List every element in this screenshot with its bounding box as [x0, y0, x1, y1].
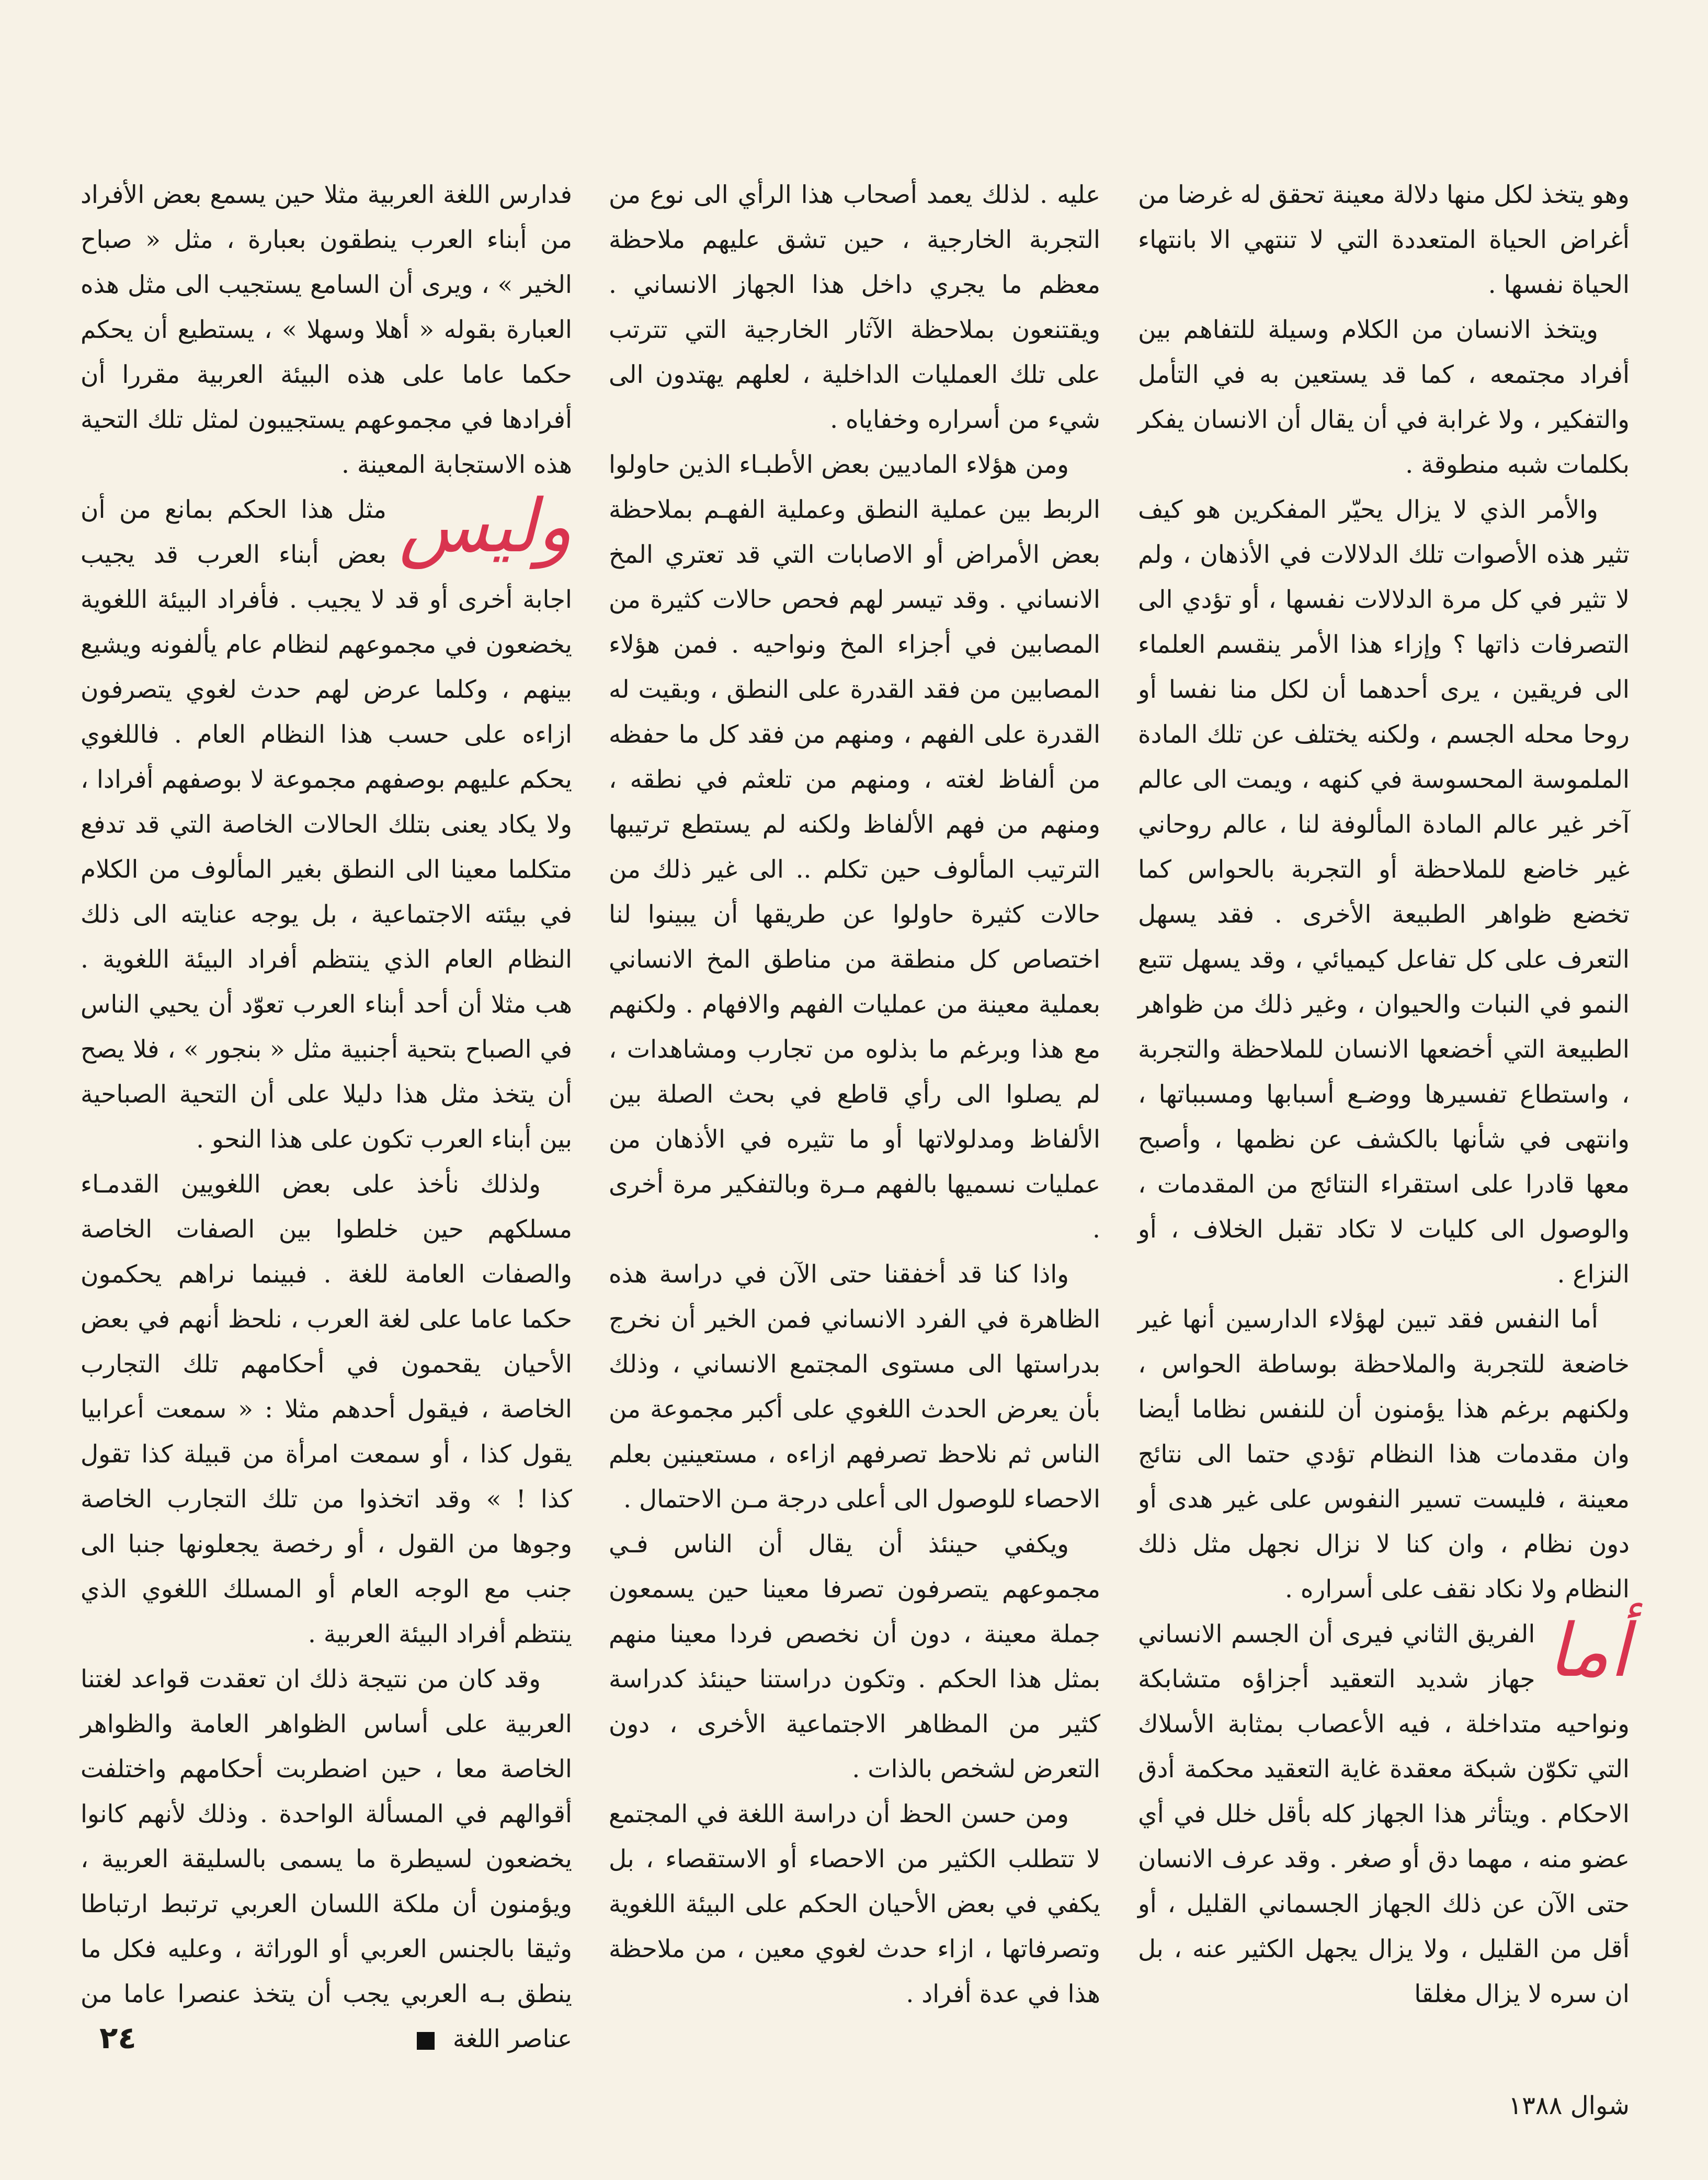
dropcap-paragraph [1138, 1608, 1630, 2017]
paragraph: فدارس اللغة العربية مثلا حين يسمع بعض الأفراد من أبناء العرب ينطقون بعبارة ، مثل « صباح الخير » ، ويرى أن السامع يستجيب الى مثل هذه العبارة بقوله « أهلا وسهلا » ، يستطيع أن يحكم حكما عاما على هذه البيئة العربية مقررا أن أفرادها في مجموعهم يستجيبون لمثل تلك التحية هذه الاستجابة المعينة . [81, 180, 572, 479]
paragraph: عليه . لذلك يعمد أصحاب هذا الرأي الى نوع من التجربة الخارجية ، حين تشق عليهم ملاحظة معظم ما يجري داخل هذا الجهاز الانساني . ويقتنعون بملاحظة الآثار الخارجية التي تترتب على تلك العمليات الداخلية ، لعلهم يهتدون الى شيء من أسراره وخفاياه . [609, 180, 1100, 434]
dropcap-paragraph [81, 484, 572, 1162]
issue-date: شوال ١٣٨٨ [1508, 2091, 1630, 2120]
end-mark-icon [417, 2032, 435, 2050]
dropcap: أما [1547, 1608, 1630, 1694]
paragraph-text: وقد كان من نتيجة ذلك ان تعقدت قواعد لغتنا العربية على أساس الظواهر العامة والظواهر الخاصة معا ، حين اضطربت أحكامهم واختلفت أقوالهم في المسألة الواحدة . وذلك لأنهم كانوا يخضعون لسيطرة ما يسمى بالسليقة العربية ، ويؤمنون أن ملكة اللسان العربي ترتبط ارتباطا وثيقا بالجنس العربي أو الوراثة ، وعليه فكل ما ينطق بـه العربي يجب أن يتخذ عنصرا عاما من عناصر اللغة [81, 1665, 572, 2053]
paragraph: ولذلك نأخذ على بعض اللغويين القدمـاء مسلكهم حين خلطوا بين الصفات الخاصة والصفات العامة للغة . فبينما نراهم يحكمون حكما عاما على لغة العرب ، نلحظ أنهم في بعض الأحيان يقحمون في أحكامهم تلك التجارب الخاصة ، فيقول أحدهم مثلا : « سمعت أعرابيا يقول كذا ، أو سمعت امرأة من قبيلة كذا تقول كذا ! » وقد اتخذوا من تلك التجارب الخاصة وجوها من القول ، أو رخصة يجعلونها جنبا الى جنب مع الوجه العام أو المسلك اللغوي الذي ينتظم أفراد البيئة العربية . [81, 1170, 572, 1649]
column-middle [609, 173, 1100, 2008]
paragraph: واذا كنا قد أخفقنا حتى الآن في دراسة هذه الظاهرة في الفرد الانساني فمن الخير أن نخرج بدراستها الى مستوى المجتمع الانساني ، وذلك بأن يعرض الحدث اللغوي على أكبر مجموعة من الناس ثم نلاحظ تصرفهم ازاءه ، مستعينين بعلم الاحصاء للوصول الى أعلى درجة مـن الاحتمال . [609, 1260, 1100, 1514]
dropcap-paragraph-text: مثل هذا الحكم بمانع من أن بعض أبناء العرب قد يجيب اجابة أخرى أو قد لا يجيب . فأفراد البيئة اللغوية يخضعون في مجموعهم لنظام عام يألفونه ويشيع بينهم ، وكلما عرض لهم حدث لغوي يتصرفون ازاءه على حسب هذا النظام العام . فاللغوي يحكم عليهم بوصفهم مجموعة لا بوصفهم أفرادا ، ولا يكاد يعنى بتلك الحالات الخاصة التي قد تدفع متكلما معينا الى النطق بغير المألوف من الكلام في بيئته الاجتماعية ، بل يوجه عنايته الى ذلك النظام العام الذي ينتظم أفراد البيئة اللغوية . هب مثلا أن أحد أبناء العرب تعوّد أن يحيي الناس في الصباح بتحية أجنبية مثل « بنجور » ، فلا يصح أن يتخذ مثل هذا دليلا على أن التحية الصباحية بين أبناء العرب تكون على هذا النحو . [81, 495, 572, 1154]
page-number: ٢٤ [99, 2020, 136, 2056]
dropcap-paragraph-text: الفريق الثاني فيرى أن الجسم الانساني جهاز شديد التعقيد أجزاؤه متشابكة ونواحيه متداخلة ، فيه الأعصاب بمثابة الأسلاك التي تكوّن شبكة معقدة غاية التعقيد محكمة أدق الاحكام . ويتأثر هذا الجهاز كله بأقل خلل في أي عضو منه ، مهما دق أو صغر . وقد عرف الانسان حتى الآن عن ذلك الجهاز الجسماني القليل ، أو أقل من القليل ، ولا يزال يجهل الكثير عنه ، بل ان سره لا يزال مغلقا [1138, 1620, 1630, 2008]
paragraph: وهو يتخذ لكل منها دلالة معينة تحقق له غرضا من أغراض الحياة المتعددة التي لا تنتهي الا بانتهاء الحياة نفسها . [1138, 180, 1630, 299]
paragraph: ومن هؤلاء الماديين بعض الأطبـاء الذين حاولوا الربط بين عملية النطق وعملية الفهـم بملاحظة بعض الأمراض أو الاصابات التي قد تعتري المخ الانساني . وقد تيسر لهم فحص حالات كثيرة من المصابين في أجزاء المخ ونواحيه . فمن هؤلاء المصابين من فقد القدرة على النطق ، وبقيت له القدرة على الفهم ، ومنهم من فقد كل ما حفظه من ألفاظ لغته ، ومنهم من تلعثم في نطقه ، ومنهم من فهم الألفاظ ولكنه لم يستطع ترتيبها الترتيب المألوف حين تكلم .. الى غير ذلك من حالات كثيرة حاولوا عن طريقها أن يبينوا لنا اختصاص كل منطقة من مناطق المخ الانساني بعملية معينة من عمليات الفهم والافهام . ولكنهم مع هذا وبرغم ما بذلوه من تجارب ومشاهدات ، لم يصلوا الى رأي قاطع في بحث الصلة بين الألفاظ ومدلولاتها أو ما تثيره في الأذهان من عمليات نسميها بالفهم مـرة وبالتفكير مرة أخرى . [609, 450, 1100, 1244]
paragraph [81, 1657, 572, 2062]
paragraph: ويتخذ الانسان من الكلام وسيلة للتفاهم بين أفراد مجتمعه ، كما قد يستعين به في التأمل والتفكير ، ولا غرابة في أن يقال أن الانسان يفكر بكلمات شبه منطوقة . [1138, 315, 1630, 479]
paragraph: أما النفس فقد تبين لهؤلاء الدارسين أنها غير خاضعة للتجربة والملاحظة بوساطة الحواس ، ولكنهم برغم هذا يؤمنون أن للنفس نظاما أيضا وان مقدمات هذا النظام تؤدي حتما الى نتائج معينة ، فليست تسير النفوس على غير هدى أو دون نظام ، وان كنا لا نزال نجهل مثل ذلك النظام ولا نكاد نقف على أسراره . [1138, 1305, 1630, 1604]
paragraph: والأمر الذي لا يزال يحيّر المفكرين هو كيف تثير هذه الأصوات تلك الدلالات في الأذهان ، ولم لا تثير في كل مرة الدلالات نفسها ، أو تؤدي الى التصرفات ذاتها ؟ وإزاء هذا الأمر ينقسم العلماء الى فريقين ، يرى أحدهما أن لكل منا نفسا أو روحا محله الجسم ، ولكنه يختلف عن تلك المادة الملموسة المحسوسة في كنهه ، ويمت الى عالم آخر غير عالم المادة المألوفة لنا ، عالم روحاني غير خاضع للملاحظة أو التجربة بالحواس كما تخضع ظواهر الطبيعة الأخرى . فقد يسهل التعرف على كل تفاعل كيميائي ، وقد يسهل تتبع النمو في النبات والحيوان ، وغير ذلك من ظواهر الطبيعة التي أخضعها الانسان للملاحظة والتجربة ، واستطاع تفسيرها ووضـع أسبابها ومسبباتها ، وانتهى في شأنها بالكشف عن نظمها ، وأصبح معها قادرا على استقراء النتائج من المقدمات ، والوصول الى كليات لا تكاد تقبل الخلاف ، أو النزاع . [1138, 495, 1630, 1289]
column-right [1138, 173, 1630, 2008]
paragraph: ومن حسن الحظ أن دراسة اللغة في المجتمع لا تتطلب الكثير من الاحصاء أو الاستقصاء ، بل يكفي في بعض الأحيان الحكم على البيئة اللغوية وتصرفاتها ، ازاء حدث لغوي معين ، من ملاحظة هذا في عدة أفراد . [609, 1800, 1100, 2008]
paragraph: ويكفي حينئذ أن يقال أن الناس فـي مجموعهم يتصرفون تصرفا معينا حين يسمعون جملة معينة ، دون أن نخصص فردا معينا منهم بمثل هذا الحكم . وتكون دراستنا حينئذ كدراسة كثير من المظاهر الاجتماعية الأخرى ، دون التعرض لشخص بالذات . [609, 1530, 1100, 1784]
dropcap: وليس [399, 484, 572, 569]
